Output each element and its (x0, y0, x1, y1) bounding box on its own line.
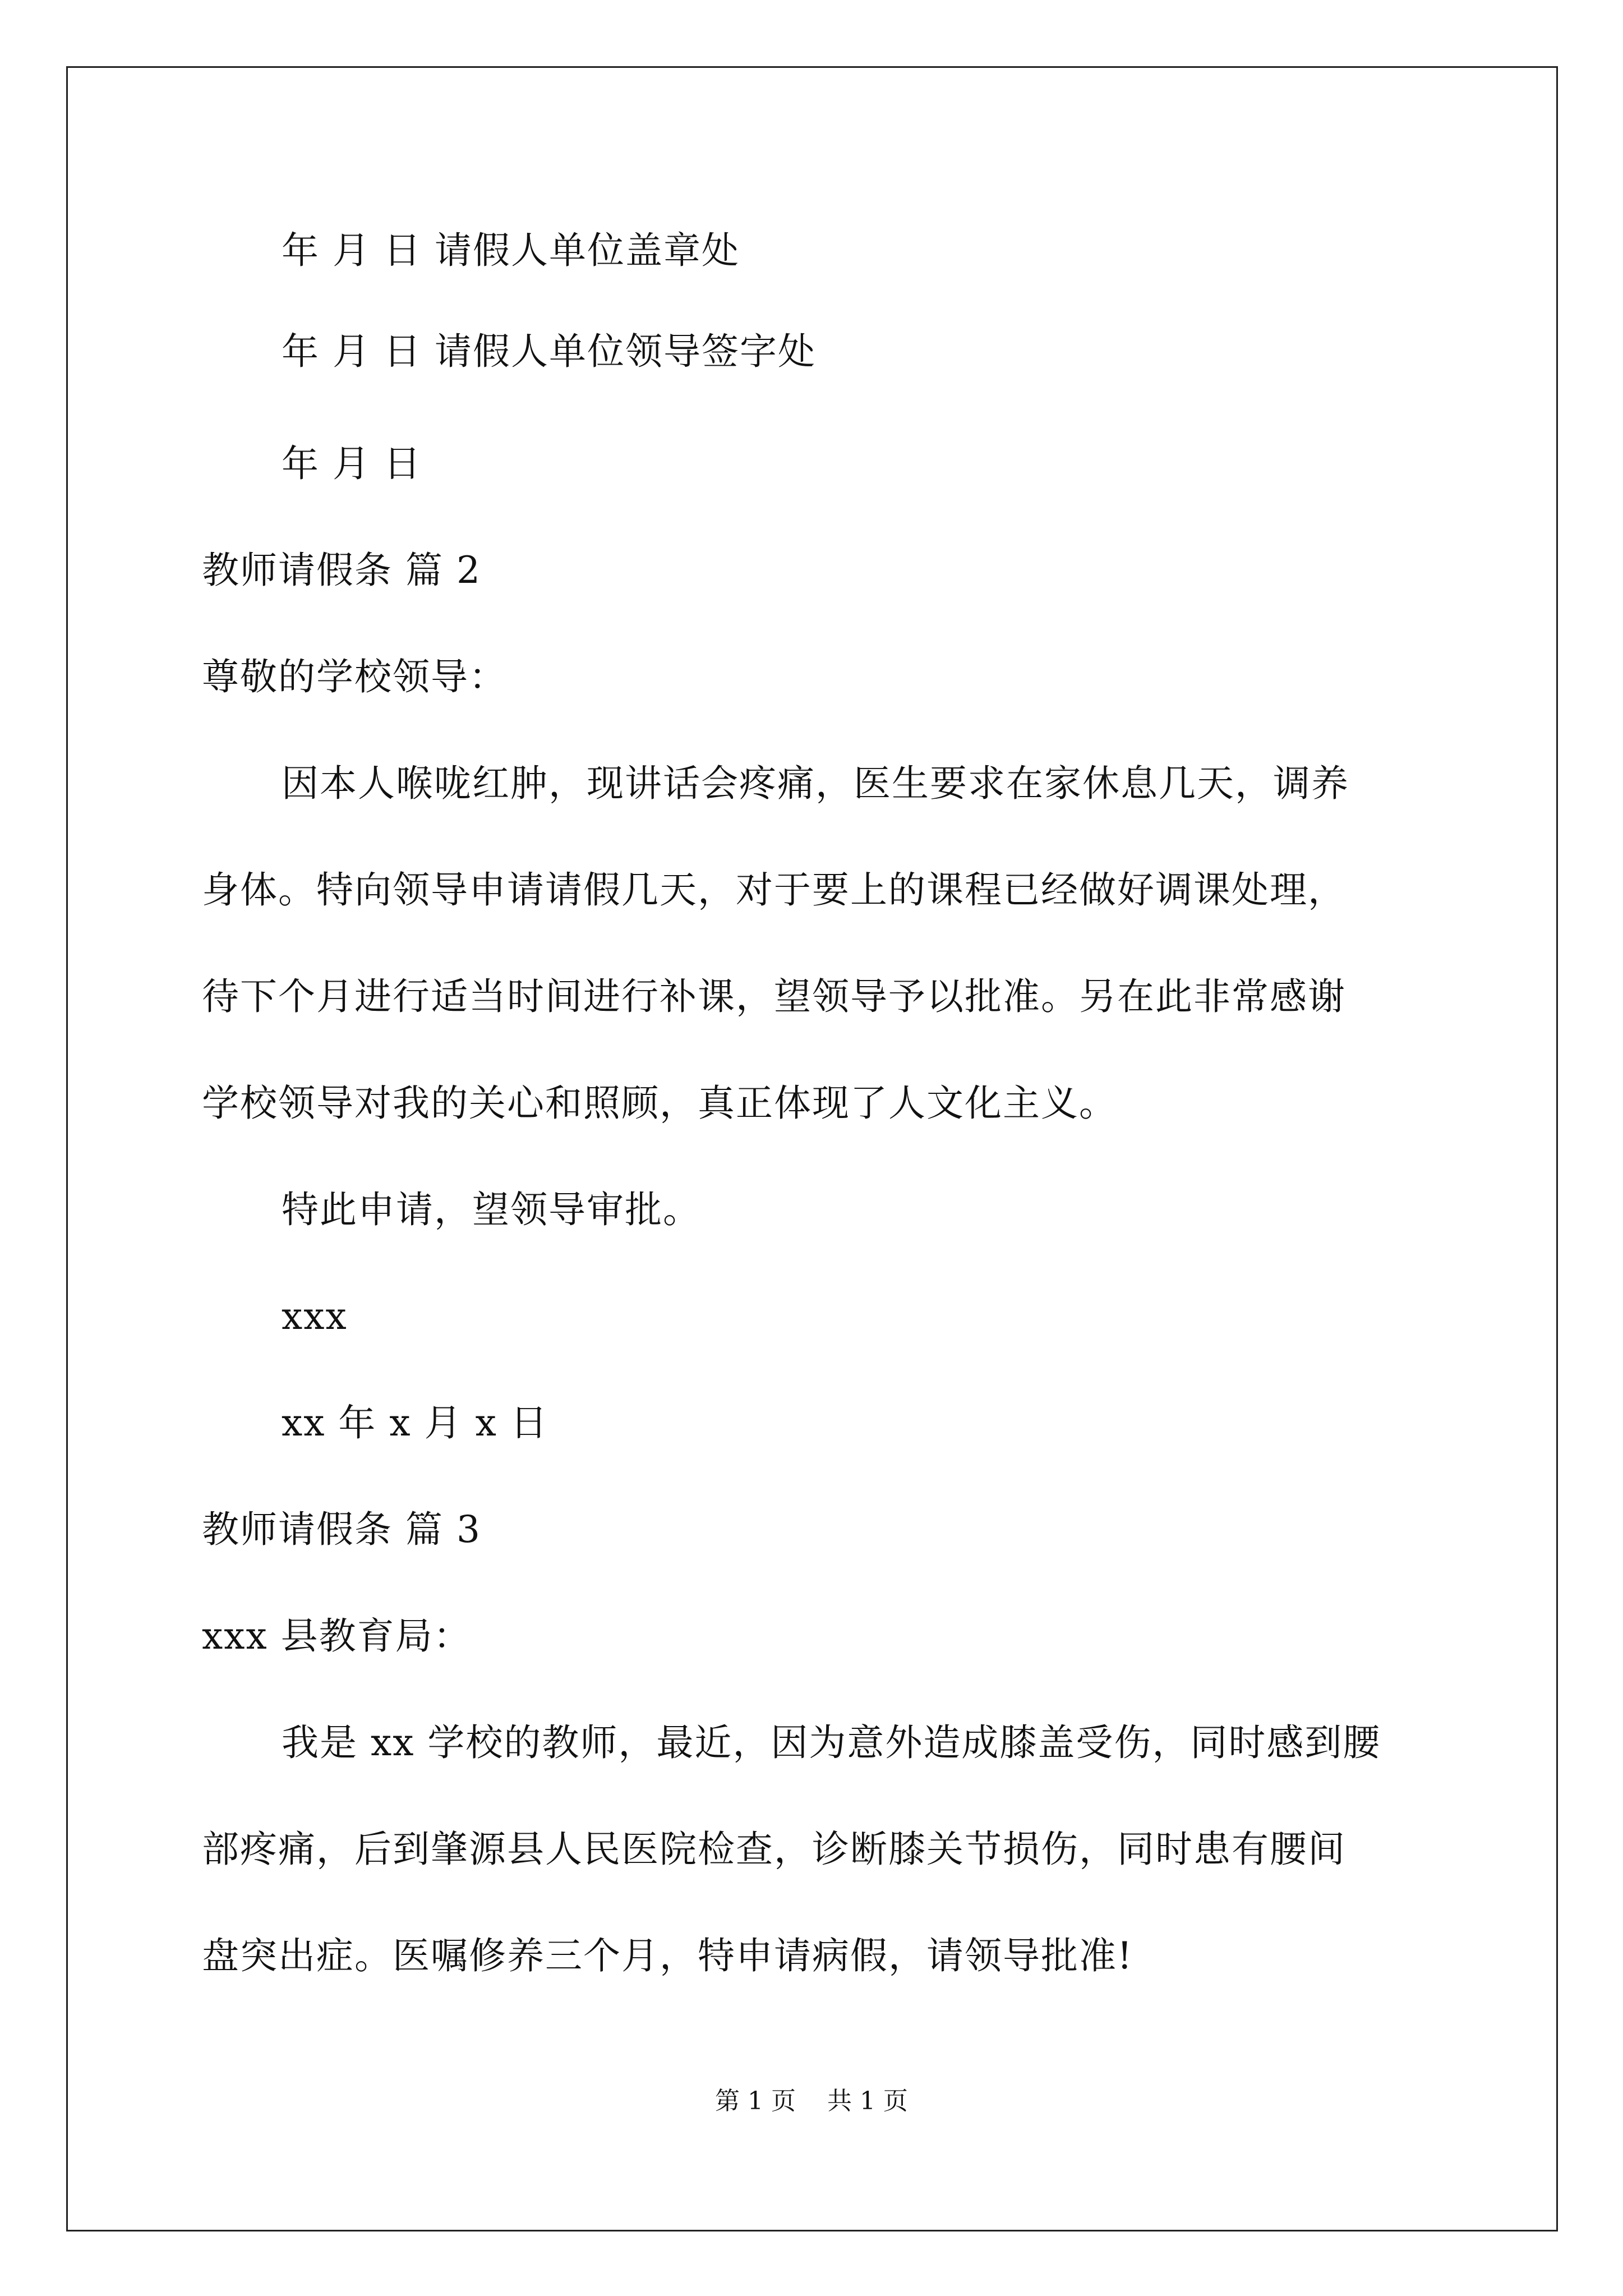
body-paragraph-3-line-2: 部疼痛，后到肇源县人民医院检查，诊断膝关节损伤，同时患有腰间 (202, 1828, 1346, 1871)
body-paragraph-2-line-3: 待下个月进行适当时间进行补课，望领导予以批准。另在此非常感谢 (202, 975, 1346, 1018)
signature-date: xx 年 x 月 x 日 (282, 1401, 548, 1444)
section-title-2: 教师请假条 篇 2 (202, 549, 481, 592)
unit-seal-line: 年 月 日 请假人单位盖章处 (282, 229, 740, 272)
signature-name: xxx (282, 1295, 348, 1338)
body-paragraph-3-line-3: 盘突出症。医嘱修养三个月，特申请病假，请领导批准! (202, 1934, 1133, 1977)
body-paragraph-2-line-1: 因本人喉咙红肿，现讲话会疼痛，医生要求在家休息几天，调养 (282, 762, 1349, 805)
closing-request: 特此申请，望领导审批。 (282, 1188, 701, 1231)
page-border (66, 66, 1558, 2231)
salutation-2: 尊敬的学校领导： (202, 655, 507, 698)
body-paragraph-2-line-4: 学校领导对我的关心和照顾，真正体现了人文化主义。 (202, 1082, 1117, 1125)
salutation-3: xxx 县教育局： (202, 1614, 472, 1658)
body-paragraph-3-line-1: 我是 xx 学校的教师，最近，因为意外造成膝盖受伤，同时感到腰 (282, 1721, 1381, 1764)
page-footer: 第 1 页 共 1 页 (715, 2087, 908, 2115)
body-paragraph-2-line-2: 身体。特向领导申请请假几天，对于要上的课程已经做好调课处理， (202, 868, 1346, 912)
leader-signature-line: 年 月 日 请假人单位领导签字处 (282, 330, 816, 373)
date-line: 年 月 日 (282, 442, 422, 485)
section-title-3: 教师请假条 篇 3 (202, 1508, 481, 1551)
